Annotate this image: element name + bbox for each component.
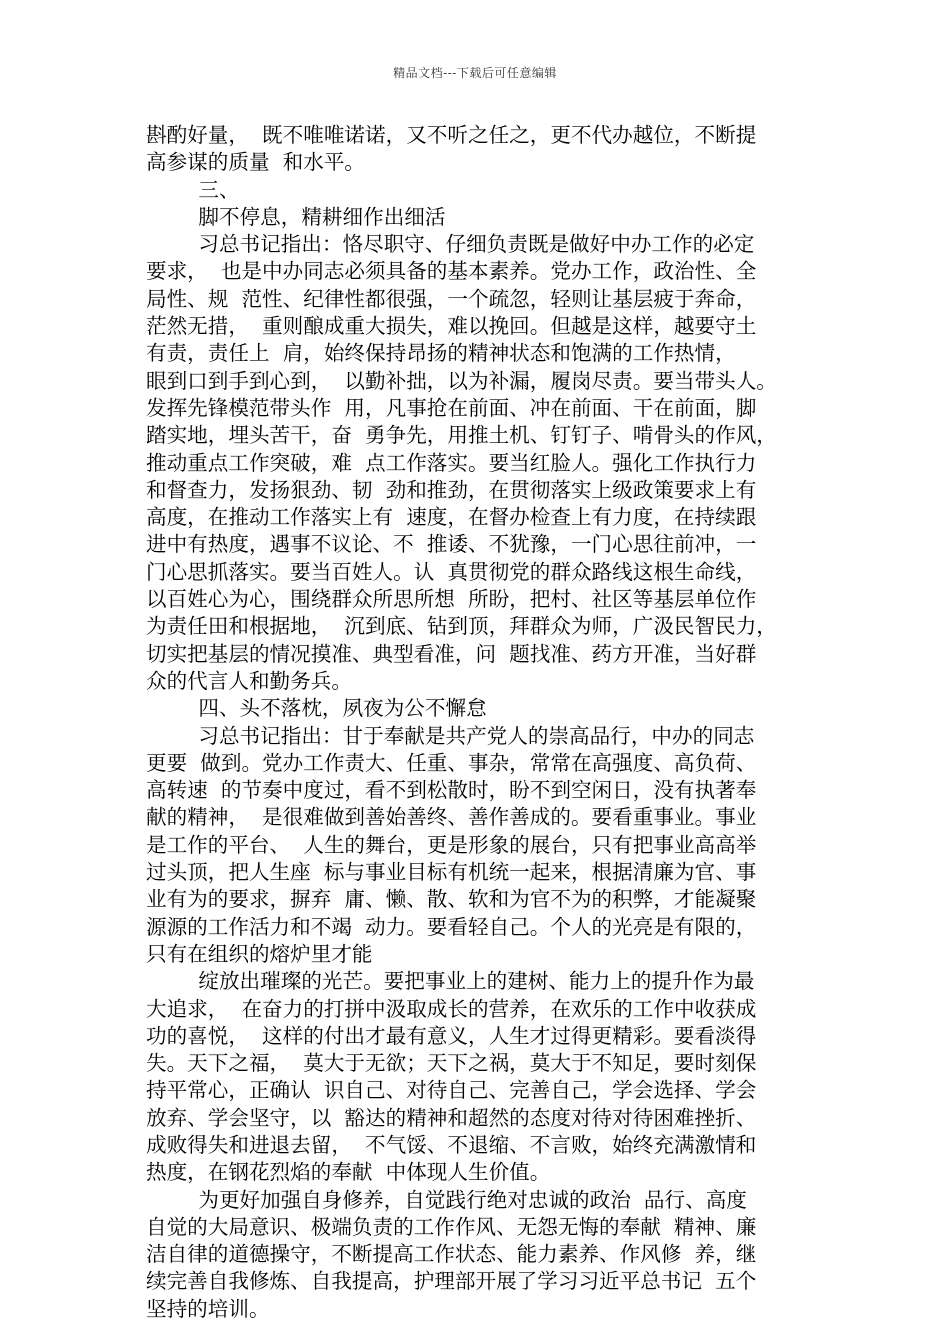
text-line: 放弃、学会坚守，以 豁达的精神和超然的态度对待对待困难挫折、 [146, 1105, 757, 1130]
text-line: 局性、规 范性、纪律性都很强，一个疏忽，轻则让基层疲于奔命， [146, 286, 757, 311]
text-line: 习总书记指出：恪尽职守、仔细负责既是做好中办工作的必定 [146, 232, 755, 257]
text-line: 自觉的大局意识、极端负责的工作作风、无怨无悔的奉献 精神、廉 [146, 1214, 757, 1239]
text-line: 大追求， 在奋力的打拼中汲取成长的营养，在欢乐的工作中收获成 [146, 996, 757, 1021]
text-line: 发挥先锋模范带头作 用，凡事抢在前面、冲在前面、干在前面，脚 [146, 395, 757, 420]
text-line: 高参谋的质量 和水平。 [146, 150, 366, 175]
text-line: 功的喜悦， 这样的付出才最有意义，人生才过得更精彩。要看淡得 [146, 1023, 757, 1048]
text-line: 高转速 的节奏中度过，看不到松散时，盼不到空闲日，没有执著奉 [146, 778, 757, 803]
text-line: 习总书记指出：甘于奉献是共产党人的崇高品行，中办的同志 [146, 723, 755, 748]
text-line: 是工作的平台、 人生的舞台，更是形象的展台，只有把事业高高举 [146, 832, 757, 857]
text-line: 洁自律的道德操守，不断提高工作状态、能力素养、作风修 养，继 [146, 1242, 757, 1267]
document-body [146, 122, 818, 1323]
text-line: 进中有热度，遇事不议论、不 推诿、不犹豫，一门心思往前冲，一 [146, 532, 757, 557]
text-line: 踏实地，埋头苦干，奋 勇争先，用推土机、钉钉子、啃骨头的作风， [146, 423, 777, 448]
text-line: 推动重点工作突破，难 点工作落实。要当红脸人。强化工作执行力 [146, 450, 757, 475]
section-number: 三、 [146, 177, 240, 202]
text-line: 只有在组织的熔炉里才能 [146, 941, 373, 966]
text-line: 持平常心，正确认 识自己、对待自己、完善自己，学会选择、学会 [146, 1078, 757, 1103]
section-heading: 四、头不落枕，夙夜为公不懈怠 [146, 696, 487, 721]
text-line: 源源的工作活力和不竭 动力。要看轻自己。个人的光亮是有限的， [146, 914, 757, 939]
text-line: 茫然无措， 重则酿成重大损失，难以挽回。但越是这样，越要守土 [146, 314, 757, 339]
text-line: 过头顶，把人生座 标与事业目标有机统一起来，根据清廉为官、事 [146, 860, 757, 885]
text-line: 业有为的要求，摒弃 庸、懒、散、软和为官不为的积弊，才能凝聚 [146, 887, 757, 912]
text-line: 众的代言人和勤务兵。 [146, 668, 352, 693]
text-line: 更要 做到。党办工作责大、任重、事杂，常常在高强度、高负荷、 [146, 750, 757, 775]
text-line: 献的精神， 是很难做到善始善终、善作善成的。要看重事业。事业 [146, 805, 757, 830]
text-line: 眼到口到手到心到， 以勤补拙，以为补漏，履岗尽责。要当带头人。 [146, 368, 777, 393]
text-line: 切实把基层的情况摸准、典型看准，问 题找准、药方开准，当好群 [146, 641, 757, 666]
text-line: 为更好加强自身修养，自觉践行绝对忠诚的政治 品行、高度 [146, 1187, 747, 1212]
text-line: 有责，责任上 肩，始终保持昂扬的精神状态和饱满的工作热情， [146, 341, 736, 366]
text-line: 热度，在钢花烈焰的奉献 中体现人生价值。 [146, 1160, 551, 1185]
text-line: 要求， 也是中办同志必须具备的基本素养。党办工作，政治性、全 [146, 259, 757, 284]
text-line: 和督查力，发扬狠劲、韧 劲和推劲，在贯彻落实上级政策要求上有 [146, 477, 757, 502]
text-line: 成败得失和进退去留， 不气馁、不退缩、不言败，始终充满激情和 [146, 1132, 757, 1157]
text-line: 失。天下之福， 莫大于无欲；天下之祸，莫大于不知足，要时刻保 [146, 1051, 757, 1076]
text-line: 续完善自我修炼、自我提高，护理部开展了学习习近平总书记 五个 [146, 1269, 757, 1294]
section-heading: 脚不停息，精耕细作出细活 [146, 204, 446, 229]
page-header: 精品文档---下载后可任意编辑 [393, 66, 557, 80]
text-line: 门心思抓落实。要当百姓人。认 真贯彻党的群众路线这根生命线， [146, 559, 757, 584]
text-line: 坚持的培训。 [146, 1296, 270, 1321]
text-line: 高度，在推动工作落实上有 速度，在督办检查上有力度，在持续跟 [146, 505, 757, 530]
text-line: 以百姓心为心，围绕群众所思所想 所盼，把村、社区等基层单位作 [146, 587, 757, 612]
text-line: 斟酌好量， 既不唯唯诺诺，又不听之任之，更不代办越位，不断提 [146, 123, 757, 147]
text-line: 绽放出璀璨的光芒。要把事业上的建树、能力上的提升作为最 [146, 969, 755, 994]
text-line: 为责任田和根据地， 沉到底、钻到顶，拜群众为师，广汲民智民力， [146, 614, 777, 639]
